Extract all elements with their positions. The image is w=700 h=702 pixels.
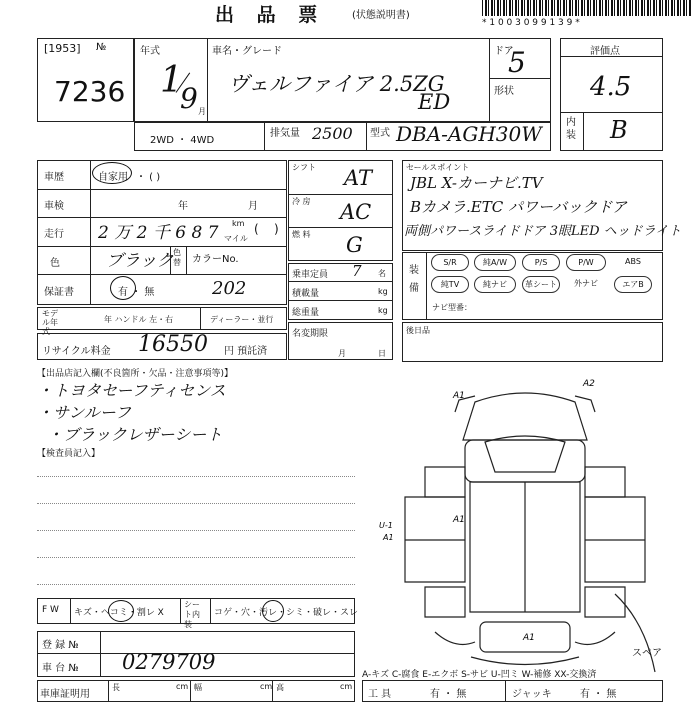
exhibitor-note-3: ・ブラックレザーシート: [47, 425, 223, 444]
recycle-label: リサイクル料金: [42, 346, 111, 357]
door-label: ドア: [494, 46, 514, 57]
damage-mark-a1-rear: A1: [383, 533, 394, 542]
interior-label: 内装: [566, 117, 576, 141]
dealer-label: ディーラー・並行: [210, 315, 274, 324]
chassis-no-label: 車 台 №: [42, 663, 79, 674]
equip-ps: P/S: [522, 254, 560, 271]
shift-value: AT: [344, 166, 373, 190]
gross-unit: kg: [378, 306, 388, 315]
displacement-value: 2500: [312, 124, 353, 143]
capacity-value: 7: [352, 262, 362, 280]
jack-label: ジャッキ: [512, 689, 552, 700]
after-day-label: 後日品: [406, 326, 430, 335]
equip-navi: 純ナビ: [474, 276, 516, 293]
chassis-no-value: 0279709: [122, 650, 216, 674]
score-value: 4.5: [590, 72, 632, 102]
certificate-label: 車庫証明用: [40, 689, 90, 700]
recycle-value: 16550: [138, 332, 208, 357]
warranty-label: 保証書: [44, 287, 74, 298]
document-title: 出 品 票: [215, 4, 326, 26]
equip-ext-navi: 外ナビ: [574, 279, 598, 288]
name-change-day: 日: [378, 349, 386, 358]
year-label: 年式: [140, 46, 160, 57]
recycle-unit: 円 預託済: [224, 346, 268, 357]
after-day-box: [402, 322, 663, 362]
length-label: 長: [112, 683, 120, 692]
drive-label: 2WD ・ 4WD: [150, 135, 215, 146]
capacity-unit: 名: [378, 269, 386, 278]
vehicle-grade: ED: [418, 90, 451, 114]
inspection-label: 車検: [44, 201, 64, 212]
interior-value: B: [610, 116, 628, 144]
damage-mark-a1-bottom: A1: [523, 633, 535, 643]
month-value: 9: [180, 82, 198, 115]
load-unit: kg: [378, 287, 388, 296]
lot-code: [1953]: [44, 42, 81, 55]
exhibitor-notes-label: 【出品店記入欄(不良箇所・欠品・注意事項等)】: [37, 369, 234, 379]
mile-label: マイル: [224, 234, 248, 243]
barcode-text: * 1 0 0 3 0 9 9 1 3 9 *: [482, 18, 580, 28]
handle-label: 年 ハンドル 左・右: [104, 315, 174, 324]
fuel-value: G: [346, 233, 363, 257]
width-unit: cm: [260, 682, 273, 691]
sales-point-2: Bカメラ.ETC パワーバックドア: [410, 198, 627, 216]
history-options: ・ ( ): [136, 172, 161, 183]
shape-label: 形状: [494, 86, 514, 97]
jack-options: 有 ・ 無: [580, 689, 617, 700]
ac-value: AC: [340, 200, 372, 224]
sales-point-3: 両側パワースライドドア 3眼LED ヘッドライト: [404, 224, 682, 239]
history-value: 自家用: [98, 172, 128, 183]
fw-label: F W: [42, 605, 59, 615]
document-subtitle: (状態説明書): [352, 10, 410, 21]
color-no-label: カラーNo.: [192, 254, 239, 265]
inspection-month: 月: [248, 201, 258, 212]
barcode: [482, 0, 692, 16]
damage-mark-a1-side: A1: [453, 515, 465, 525]
height-unit: cm: [340, 682, 353, 691]
length-unit: cm: [176, 682, 189, 691]
equip-airbag: エアB: [614, 276, 652, 293]
damage-mark-a2: A2: [583, 379, 595, 389]
model-year-label: モデル年式: [42, 309, 58, 336]
height-label: 高: [276, 683, 284, 692]
exhibitor-note-1: ・トヨタセーフティセンス: [37, 381, 226, 400]
mileage-value: 2 万 2 千 6 8 7: [98, 223, 219, 243]
history-label: 車歴: [44, 172, 64, 183]
fw-items: キズ・ヘコミ・割レ X: [74, 608, 164, 618]
navi-model-label: ナビ型番：: [432, 303, 472, 312]
color-value: ブラック: [106, 251, 174, 271]
seat-label: シート内装: [184, 600, 200, 629]
gross-label: 総重量: [292, 308, 320, 318]
width-label: 幅: [194, 683, 202, 692]
seat-items: コゲ・穴・汚レ・シミ・破レ・スレ: [214, 608, 359, 618]
color-label: 色: [50, 258, 60, 269]
month-unit: 月: [198, 107, 206, 116]
spare-label: スペア: [632, 648, 662, 659]
tools-label: 工 具: [368, 689, 392, 700]
fuel-label: 燃 料: [292, 230, 311, 239]
color-no-value: 202: [212, 278, 247, 299]
score-label: 評価点: [590, 46, 620, 57]
model-value: DBA-AGH30W: [396, 122, 542, 146]
name-change-month: 月: [338, 349, 346, 358]
inspector-notes-label: 【検査員記入】: [37, 449, 101, 459]
equip-leather-seat: 革シート: [522, 276, 560, 293]
name-grade-label: 車名・グレード: [212, 46, 282, 57]
car-damage-diagram: [375, 372, 675, 682]
vehicle-name: ヴェルファイア 2.5ZG: [228, 72, 445, 96]
equip-abs: ABS: [625, 257, 641, 266]
sales-point-1: JBL X-カーナビ.TV: [410, 174, 543, 192]
shift-label: シフト: [292, 163, 316, 172]
equipment-label: 装 備: [409, 265, 419, 294]
warranty-options: 有 ・ 無: [118, 287, 155, 298]
inspection-year: 年: [178, 201, 188, 212]
equip-pw: P/W: [566, 254, 606, 271]
ac-label: 冷 房: [292, 197, 311, 206]
reg-no-label: 登 録 №: [42, 640, 79, 651]
door-value: 5: [508, 46, 526, 79]
lot-number: 7236: [54, 75, 126, 108]
displacement-label: 排気量: [270, 128, 300, 139]
sales-point-label: セールスポイント: [406, 163, 470, 172]
damage-mark-u1: U-1: [379, 521, 393, 530]
load-label: 積載量: [292, 289, 320, 299]
year-value: 1: [160, 60, 183, 101]
model-label: 型式: [370, 128, 390, 139]
tools-options: 有 ・ 無: [430, 689, 467, 700]
equip-tv: 純TV: [431, 276, 469, 293]
exhibitor-note-2: ・サンルーフ: [37, 403, 132, 422]
name-change-label: 名変期限: [292, 329, 329, 339]
km-label: km: [232, 219, 245, 228]
equip-sr: S/R: [431, 254, 469, 271]
lot-no-label: №: [96, 42, 107, 53]
damage-mark-a1-front: A1: [453, 391, 465, 401]
color-change-label: 色替: [173, 248, 181, 267]
mileage-label: 走行: [44, 229, 64, 240]
equip-alloy-wheel: 純A/W: [474, 254, 516, 271]
damage-legend: A-キズ C-腐食 E-エクボ S-サビ U-凹ミ W-補修 XX-交換済: [362, 670, 597, 680]
capacity-label: 乗車定員: [292, 270, 329, 280]
